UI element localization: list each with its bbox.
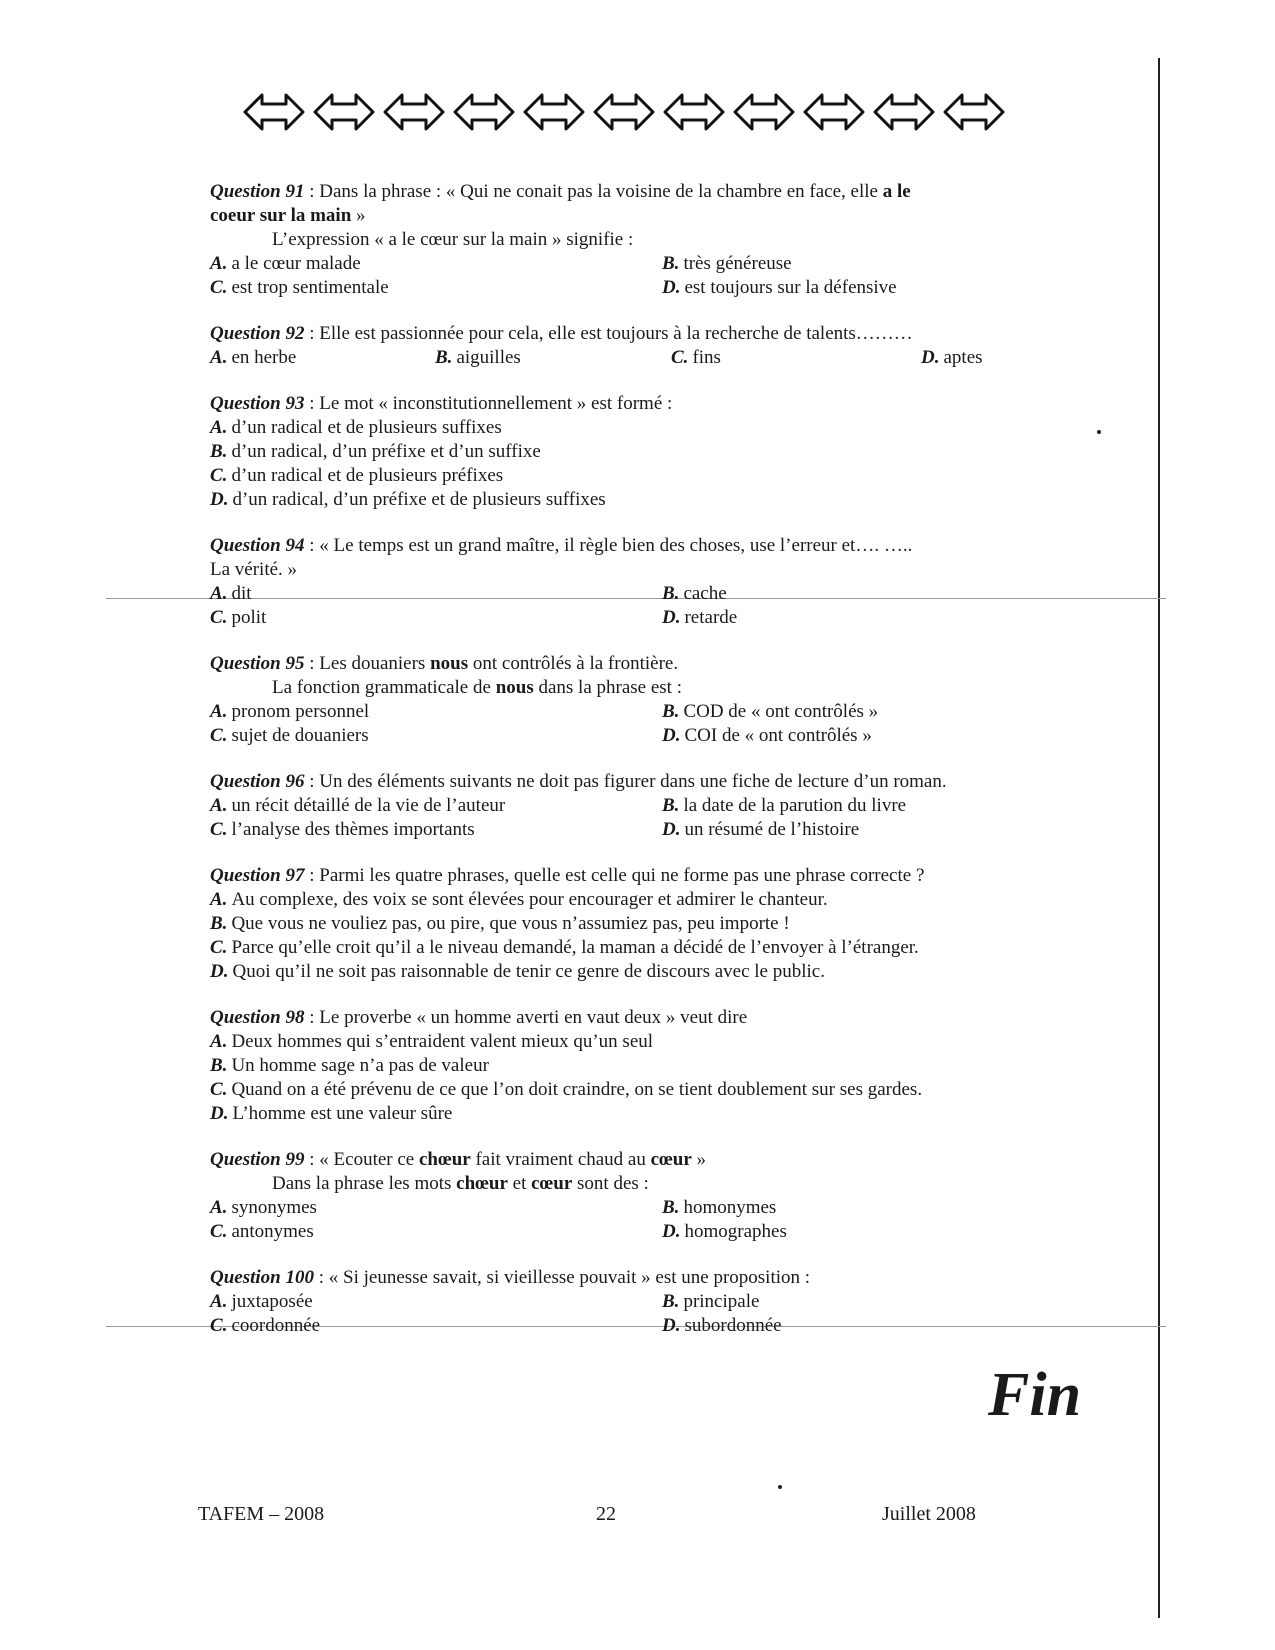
option-text: a le cœur malade xyxy=(231,253,361,274)
answer-option xyxy=(210,488,1070,512)
answer-option xyxy=(210,1102,1070,1126)
answer-option xyxy=(210,936,1070,960)
question-label: Question 92 xyxy=(210,323,305,344)
option-text: retarde xyxy=(684,607,738,628)
option-letter: D. xyxy=(662,1221,681,1242)
option-text: dit xyxy=(231,583,252,604)
text-segment: : Elle est passionnée pour cela, elle est toujours à la recherche de talents……… xyxy=(304,323,913,344)
option-text: juxtaposée xyxy=(231,1291,313,1312)
text-segment: : Parmi les quatre phrases, quelle est celle qui ne forme pas une phrase correcte ? xyxy=(304,865,925,886)
answer-option xyxy=(662,582,1070,606)
text-segment: a le xyxy=(882,181,911,202)
option-text: sujet de douaniers xyxy=(231,725,369,746)
answer-options xyxy=(210,888,1070,984)
answer-option xyxy=(210,794,662,818)
option-letter: C. xyxy=(210,607,228,628)
option-letter: C. xyxy=(210,725,228,746)
question-block xyxy=(210,392,1070,512)
option-letter: B. xyxy=(662,701,680,722)
question-text xyxy=(210,770,1070,794)
option-letter: A. xyxy=(210,417,228,438)
question-label: Question 97 xyxy=(210,865,305,886)
option-text: synonymes xyxy=(231,1197,317,1218)
option-letter: B. xyxy=(435,347,453,368)
option-text: est trop sentimentale xyxy=(231,277,389,298)
option-text: un résumé de l’histoire xyxy=(684,819,860,840)
footer-left: TAFEM – 2008 xyxy=(198,1503,325,1525)
footer-page-number: 22 xyxy=(596,1503,616,1525)
option-letter: B. xyxy=(662,583,680,604)
question-label: Question 96 xyxy=(210,771,305,792)
question-block xyxy=(210,534,1070,630)
question-block xyxy=(210,180,1070,300)
answer-option xyxy=(435,346,671,370)
question-text xyxy=(210,204,1070,228)
question-block xyxy=(210,864,1070,984)
option-text: Deux hommes qui s’entraident valent mieux qu’un seul xyxy=(231,1031,654,1052)
option-letter: D. xyxy=(921,347,940,368)
text-segment: : « Le temps est un grand maître, il règle bien des choses, use l’erreur et…. ….. xyxy=(304,535,913,556)
option-letter: B. xyxy=(662,1291,680,1312)
option-text: homonymes xyxy=(683,1197,777,1218)
option-letter: D. xyxy=(210,1103,229,1124)
text-segment: sont des : xyxy=(572,1173,649,1194)
option-letter: D. xyxy=(662,277,681,298)
option-letter: B. xyxy=(662,253,680,274)
option-text: fins xyxy=(692,347,721,368)
option-text: aiguilles xyxy=(456,347,521,368)
answer-option xyxy=(210,276,662,300)
option-text: subordonnée xyxy=(684,1315,782,1336)
question-text xyxy=(210,1148,1070,1172)
text-segment: : Le proverbe « un homme averti en vaut deux » veut dire xyxy=(304,1007,748,1028)
answer-option xyxy=(662,700,1070,724)
answer-option xyxy=(210,1054,1070,1078)
footer-right: Juillet 2008 xyxy=(882,1503,976,1525)
text-segment: nous xyxy=(430,653,469,674)
option-letter: C. xyxy=(210,937,228,958)
text-segment: : Dans la phrase : « Qui ne conait pas la voisine de la chambre en face, elle xyxy=(304,181,883,202)
answer-option xyxy=(210,440,1070,464)
answer-options xyxy=(210,1290,1070,1338)
option-letter: C. xyxy=(210,277,228,298)
option-letter: B. xyxy=(210,913,228,934)
question-block xyxy=(210,770,1070,842)
question-text xyxy=(210,180,1070,204)
answer-option xyxy=(210,912,1070,936)
answer-options xyxy=(210,252,1070,300)
double-arrow-icon xyxy=(872,92,936,132)
question-text xyxy=(210,322,1070,346)
answer-options xyxy=(210,1030,1070,1126)
option-text: un récit détaillé de la vie de l’auteur xyxy=(231,795,506,816)
option-letter: C. xyxy=(210,1079,228,1100)
answer-options xyxy=(210,794,1070,842)
answer-option xyxy=(662,252,1070,276)
option-text: aptes xyxy=(943,347,983,368)
option-letter: A. xyxy=(210,583,228,604)
option-letter: C. xyxy=(210,819,228,840)
option-text: principale xyxy=(683,1291,760,1312)
text-segment: : Les douaniers xyxy=(304,653,431,674)
option-text: L’homme est une valeur sûre xyxy=(232,1103,453,1124)
option-text: antonymes xyxy=(231,1221,314,1242)
option-letter: C. xyxy=(210,465,228,486)
answer-option xyxy=(210,1290,662,1314)
answer-option xyxy=(210,346,435,370)
answer-option xyxy=(210,960,1070,984)
answer-option xyxy=(210,1078,1070,1102)
option-text: Au complexe, des voix se sont élevées pour encourager et admirer le chanteur. xyxy=(231,889,828,910)
option-letter: B. xyxy=(662,1197,680,1218)
option-letter: C. xyxy=(210,1221,228,1242)
option-text: coordonnée xyxy=(231,1315,321,1336)
text-segment: dans la phrase est : xyxy=(533,677,682,698)
text-segment: nous xyxy=(495,677,534,698)
question-stem xyxy=(210,676,1070,700)
answer-option xyxy=(662,276,1070,300)
option-letter: B. xyxy=(210,1055,228,1076)
question-stem xyxy=(210,228,1070,252)
question-text xyxy=(210,558,1070,582)
question-text xyxy=(210,534,1070,558)
option-letter: D. xyxy=(662,725,681,746)
question-block xyxy=(210,322,1070,370)
question-stem xyxy=(210,1172,1070,1196)
text-segment: : « Ecouter ce xyxy=(304,1149,419,1170)
question-text xyxy=(210,864,1070,888)
answer-option xyxy=(662,1196,1070,1220)
text-segment: chœur xyxy=(456,1173,508,1194)
question-text xyxy=(210,1266,1070,1290)
option-text: en herbe xyxy=(231,347,297,368)
answer-options xyxy=(210,582,1070,630)
option-text: Quoi qu’il ne soit pas raisonnable de tenir ce genre de discours avec le public. xyxy=(232,961,825,982)
text-segment: chœur xyxy=(418,1149,471,1170)
option-letter: A. xyxy=(210,1291,228,1312)
option-text: COD de « ont contrôlés » xyxy=(683,701,879,722)
scan-speck xyxy=(778,1485,782,1489)
answer-option xyxy=(921,346,1070,370)
option-letter: A. xyxy=(210,253,228,274)
text-segment: La vérité. » xyxy=(210,559,298,580)
answer-option xyxy=(210,1314,662,1338)
answer-options xyxy=(210,1196,1070,1244)
answer-option xyxy=(662,1314,1070,1338)
answer-option xyxy=(210,724,662,748)
answer-option xyxy=(210,252,662,276)
answer-option xyxy=(210,1196,662,1220)
decorative-arrow-row xyxy=(242,92,1006,132)
double-arrow-icon xyxy=(452,92,516,132)
answer-option xyxy=(210,582,662,606)
option-text: d’un radical, d’un préfixe et d’un suffixe xyxy=(231,441,541,462)
option-text: polit xyxy=(231,607,267,628)
answer-option xyxy=(210,606,662,630)
option-text: très généreuse xyxy=(683,253,792,274)
question-block xyxy=(210,1148,1070,1244)
answer-option xyxy=(662,724,1070,748)
question-label: Question 95 xyxy=(210,653,305,674)
right-margin-line xyxy=(1158,58,1160,1618)
text-segment: » xyxy=(351,205,366,226)
option-text: est toujours sur la défensive xyxy=(684,277,897,298)
answer-option xyxy=(662,1220,1070,1244)
question-label: Question 94 xyxy=(210,535,305,556)
text-segment: La fonction grammaticale de xyxy=(272,677,496,698)
option-text: d’un radical et de plusieurs préfixes xyxy=(231,465,504,486)
answer-options xyxy=(210,346,1070,370)
option-letter: A. xyxy=(210,701,228,722)
double-arrow-icon xyxy=(732,92,796,132)
answer-option xyxy=(210,1030,1070,1054)
question-label: Question 98 xyxy=(210,1007,305,1028)
double-arrow-icon xyxy=(522,92,586,132)
text-segment: : « Si jeunesse savait, si vieillesse pouvait » est une proposition : xyxy=(314,1267,811,1288)
option-text: d’un radical et de plusieurs suffixes xyxy=(231,417,502,438)
answer-options xyxy=(210,416,1070,512)
option-text: l’analyse des thèmes importants xyxy=(231,819,475,840)
option-letter: B. xyxy=(210,441,228,462)
answer-option xyxy=(210,700,662,724)
option-letter: C. xyxy=(671,347,689,368)
question-label: Question 93 xyxy=(210,393,305,414)
double-arrow-icon xyxy=(242,92,306,132)
option-letter: D. xyxy=(210,961,229,982)
question-block xyxy=(210,1266,1070,1338)
answer-options xyxy=(210,700,1070,748)
option-text: Que vous ne vouliez pas, ou pire, que vous n’assumiez pas, peu importe ! xyxy=(231,913,790,934)
question-label: Question 100 xyxy=(210,1267,314,1288)
option-letter: D. xyxy=(662,819,681,840)
question-text xyxy=(210,652,1070,676)
text-segment: coeur sur la main xyxy=(210,205,352,226)
answer-option xyxy=(662,1290,1070,1314)
text-segment: cœur xyxy=(531,1173,573,1194)
text-segment: L’expression « a le cœur sur la main » signifie : xyxy=(272,229,634,250)
option-letter: D. xyxy=(662,1315,681,1336)
answer-option xyxy=(210,1220,662,1244)
option-text: pronom personnel xyxy=(231,701,370,722)
answer-option xyxy=(210,888,1070,912)
option-letter: B. xyxy=(662,795,680,816)
double-arrow-icon xyxy=(382,92,446,132)
text-segment: Dans la phrase les mots xyxy=(272,1173,457,1194)
double-arrow-icon xyxy=(802,92,866,132)
question-list xyxy=(210,180,1070,1360)
option-text: Parce qu’elle croit qu’il a le niveau demandé, la maman a décidé de l’envoyer à l’étranger. xyxy=(231,937,919,958)
option-text: cache xyxy=(683,583,727,604)
text-segment: cœur xyxy=(650,1149,692,1170)
option-text: d’un radical, d’un préfixe et de plusieurs suffixes xyxy=(232,489,606,510)
answer-option xyxy=(662,606,1070,630)
question-label: Question 99 xyxy=(210,1149,305,1170)
question-block xyxy=(210,652,1070,748)
option-text: homographes xyxy=(684,1221,787,1242)
option-letter: A. xyxy=(210,1031,228,1052)
double-arrow-icon xyxy=(662,92,726,132)
text-segment: » xyxy=(691,1149,707,1170)
option-letter: C. xyxy=(210,1315,228,1336)
text-segment: fait vraiment chaud au xyxy=(470,1149,651,1170)
option-text: Quand on a été prévenu de ce que l’on doit craindre, on se tient doublement sur ses gardes. xyxy=(231,1079,923,1100)
option-text: Un homme sage n’a pas de valeur xyxy=(231,1055,489,1076)
option-letter: A. xyxy=(210,1197,228,1218)
question-block xyxy=(210,1006,1070,1126)
question-text xyxy=(210,1006,1070,1030)
text-segment: : Un des éléments suivants ne doit pas figurer dans une fiche de lecture d’un roman. xyxy=(304,771,947,792)
option-letter: A. xyxy=(210,795,228,816)
end-mark: Fin xyxy=(988,1361,1082,1429)
answer-option xyxy=(210,464,1070,488)
option-letter: A. xyxy=(210,889,228,910)
option-letter: D. xyxy=(662,607,681,628)
text-segment: : Le mot « inconstitutionnellement » est formé : xyxy=(304,393,673,414)
option-text: COI de « ont contrôlés » xyxy=(684,725,872,746)
answer-option xyxy=(662,818,1070,842)
answer-option xyxy=(210,818,662,842)
answer-option xyxy=(662,794,1070,818)
double-arrow-icon xyxy=(312,92,376,132)
option-letter: A. xyxy=(210,347,228,368)
answer-option xyxy=(671,346,921,370)
option-letter: D. xyxy=(210,489,229,510)
double-arrow-icon xyxy=(942,92,1006,132)
answer-option xyxy=(210,416,1070,440)
option-text: la date de la parution du livre xyxy=(683,795,907,816)
scan-speck xyxy=(1097,430,1101,434)
question-label: Question 91 xyxy=(210,181,305,202)
double-arrow-icon xyxy=(592,92,656,132)
question-text xyxy=(210,392,1070,416)
text-segment: et xyxy=(507,1173,532,1194)
text-segment: ont contrôlés à la frontière. xyxy=(468,653,679,674)
